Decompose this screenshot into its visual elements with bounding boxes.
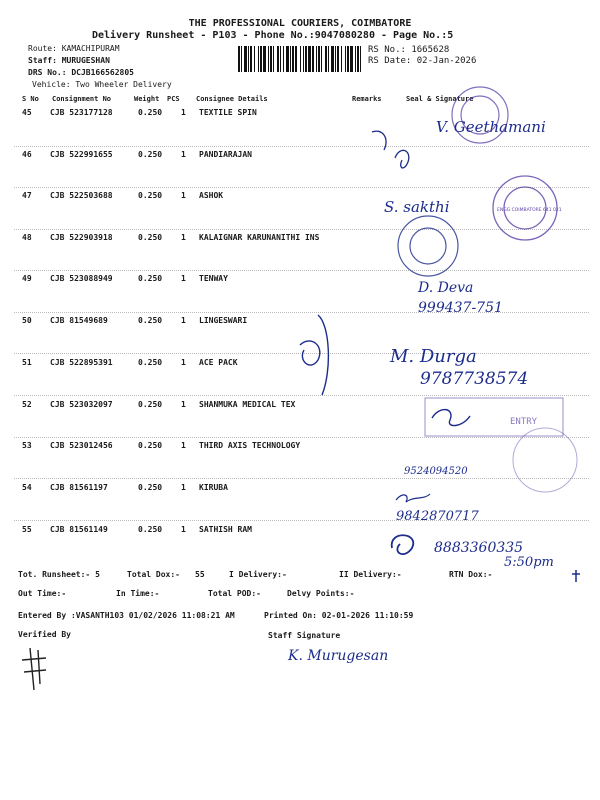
row-consignee: ASHOK (199, 191, 224, 200)
row-weight: 0.250 (138, 358, 163, 367)
row-sno: 48 (22, 233, 32, 242)
row-consignment: CJB 522903918 (50, 233, 113, 242)
barcode-bar (325, 46, 327, 72)
barcode-bar (270, 46, 272, 72)
barcode-bar (258, 46, 259, 72)
table-row (0, 274, 600, 288)
signature-row51: M. Durga (390, 346, 477, 367)
row-consignee: TENWAY (199, 274, 228, 283)
row-divider (14, 353, 589, 354)
table-row (0, 150, 600, 164)
col-consignment: Consignment No (52, 95, 112, 103)
ii-delivery: II Delivery:- (339, 570, 402, 579)
col-remarks: Remarks (352, 95, 382, 103)
barcode-bar (355, 46, 356, 72)
row-consignment: CJB 81561149 (50, 525, 108, 534)
barcode-bar (263, 46, 266, 72)
row-weight: 0.250 (138, 483, 163, 492)
barcode-bar (345, 46, 346, 72)
barcode-bar (273, 46, 274, 72)
row-divider (14, 229, 589, 230)
col-weight: Weight (134, 95, 160, 103)
vehicle: Vehicle: Two Wheeler Delivery (32, 80, 172, 89)
route: Route: KAMACHIPURAM (28, 44, 120, 53)
barcode-bar (244, 46, 247, 72)
barcode-bar (300, 46, 301, 72)
row-consignee: PANDIARAJAN (199, 150, 252, 159)
total-dox-label: Total Dox:- (127, 570, 180, 579)
drs-number: DRS No.: DCJB166562805 (28, 68, 134, 77)
company-title: THE PROFESSIONAL COURIERS, COIMBATORE (188, 18, 412, 29)
row-divider (14, 187, 589, 188)
barcode-bar (337, 46, 339, 72)
delvy-points: Delvy Points:- (287, 589, 355, 598)
barcode-bar (357, 46, 359, 72)
barcode-bar (328, 46, 329, 72)
col-consignee: Consignee Details (196, 95, 268, 103)
row-consignment: CJB 523177128 (50, 108, 113, 117)
row-consignee: KIRUBA (199, 483, 228, 492)
barcode-bar (316, 46, 317, 72)
table-row (0, 108, 600, 122)
phone-row53: 9524094520 (404, 466, 468, 477)
row-weight: 0.250 (138, 316, 163, 325)
barcode-bar (341, 46, 342, 72)
row-pcs: 1 (181, 274, 186, 283)
table-row (0, 400, 600, 414)
row-weight: 0.250 (138, 233, 163, 242)
row-pcs: 1 (181, 358, 186, 367)
row-consignee: KALAIGNAR KARUNANITHI INS (199, 233, 320, 242)
barcode-bar (277, 46, 279, 72)
phone-row54: 9842870717 (396, 509, 479, 524)
row-consignment: CJB 81561197 (50, 483, 108, 492)
row-divider (14, 437, 589, 438)
phone-row55: 8883360335 (434, 540, 524, 556)
barcode-bar (292, 46, 294, 72)
barcode-bar (283, 46, 284, 72)
barcode-bar (290, 46, 291, 72)
stamp-row52-text: ENTRY (510, 417, 538, 427)
row-sno: 46 (22, 150, 32, 159)
signature-row45: V. Geethamani (436, 118, 546, 136)
barcode-bar (305, 46, 307, 72)
barcode-bar (347, 46, 349, 72)
in-time: In Time:- (116, 589, 160, 598)
total-dox-value: 55 (195, 570, 205, 579)
table-row (0, 483, 600, 497)
row-consignment: CJB 522895391 (50, 358, 113, 367)
row-consignment: CJB 523088949 (50, 274, 113, 283)
barcode-bar (318, 46, 320, 72)
staff-signature-label: Staff Signature (268, 631, 341, 640)
row-divider (14, 146, 589, 147)
row-consignment: CJB 522503688 (50, 191, 113, 200)
row-sno: 47 (22, 191, 32, 200)
barcode-bar (254, 46, 255, 72)
row-sno: 50 (22, 316, 32, 325)
row-sno: 52 (22, 400, 32, 409)
barcode-bar (308, 46, 311, 72)
col-sno: S No (22, 95, 39, 103)
barcode-bar (331, 46, 334, 72)
row-pcs: 1 (181, 441, 186, 450)
row-sno: 54 (22, 483, 32, 492)
rtn-dox: RTN Dox:- (449, 570, 493, 579)
row-consignee: ACE PACK (199, 358, 238, 367)
time-row55: 5:50pm (504, 555, 554, 570)
barcode-bar (286, 46, 289, 72)
verified-by-signature (22, 648, 46, 690)
barcode-bar (321, 46, 322, 72)
entered-by: Entered By :VASANTH103 01/02/2026 11:08:21 AM (18, 611, 235, 620)
row-pcs: 1 (181, 233, 186, 242)
printed-on: Printed On: 02-01-2026 11:10:59 (264, 611, 414, 620)
row-consignee: SHANMUKA MEDICAL TEX (199, 400, 296, 409)
row-divider (14, 312, 589, 313)
table-row (0, 233, 600, 247)
staff: Staff: MURUGESHAN (28, 56, 110, 65)
barcode-bar (295, 46, 297, 72)
stamp-row47-text: ENGG COIMBATORE 641 021 (497, 208, 562, 213)
row-consignee: TEXTILE SPIN (199, 108, 257, 117)
row-consignment: CJB 523032097 (50, 400, 113, 409)
table-row (0, 441, 600, 455)
row-consignment: CJB 81549689 (50, 316, 108, 325)
barcode-bar (350, 46, 353, 72)
table-row (0, 358, 600, 372)
barcode-bar (303, 46, 304, 72)
row-weight: 0.250 (138, 150, 163, 159)
row-pcs: 1 (181, 400, 186, 409)
row-sno: 45 (22, 108, 32, 117)
tot-runsheet: Tot. Runsheet:- 5 (18, 570, 100, 579)
phone-row51: 9787738574 (420, 369, 529, 389)
row-weight: 0.250 (138, 191, 163, 200)
row-divider (14, 478, 589, 479)
barcode-bar (238, 46, 240, 72)
barcode (238, 46, 364, 72)
row-divider (14, 520, 589, 521)
row-weight: 0.250 (138, 441, 163, 450)
row-pcs: 1 (181, 316, 186, 325)
barcode-bar (260, 46, 262, 72)
verified-by: Verified By (18, 630, 71, 639)
runsheet-line: Delivery Runsheet - P103 - Phone No.:9047080280 - Page No.:5 (92, 30, 454, 41)
rs-number: RS No.: 1665628 (368, 45, 450, 55)
col-seal-signature: Seal & Signature (406, 95, 474, 103)
rs-date: RS Date: 02-Jan-2026 (368, 56, 477, 66)
row-consignee: LINGESWARI (199, 316, 248, 325)
row-divider (14, 395, 589, 396)
row-pcs: 1 (181, 525, 186, 534)
row-consignee: THIRD AXIS TECHNOLOGY (199, 441, 301, 450)
row-pcs: 1 (181, 191, 186, 200)
row-pcs: 1 (181, 483, 186, 492)
row-pcs: 1 (181, 150, 186, 159)
table-row (0, 525, 600, 539)
row-consignment: CJB 522991655 (50, 150, 113, 159)
barcode-bar (241, 46, 242, 72)
total-pod: Total POD:- (208, 589, 261, 598)
row-sno: 51 (22, 358, 32, 367)
row-consignee: SATHISH RAM (199, 525, 252, 534)
row-consignment: CJB 523012456 (50, 441, 113, 450)
barcode-bar (250, 46, 252, 72)
stamp-row47 (493, 176, 557, 240)
row-sno: 55 (22, 525, 32, 534)
i-delivery: I Delivery:- (229, 570, 287, 579)
out-time: Out Time:- (18, 589, 67, 598)
row-divider (14, 270, 589, 271)
row-weight: 0.250 (138, 400, 163, 409)
col-pcs: PCS (167, 95, 180, 103)
row-weight: 0.250 (138, 274, 163, 283)
barcode-bar (335, 46, 336, 72)
phone-row49: 999437-751 (418, 300, 503, 316)
barcode-bar (280, 46, 281, 72)
table-row (0, 191, 600, 205)
rtn-scribble (572, 570, 580, 582)
table-row (0, 316, 600, 330)
barcode-bar (360, 46, 361, 72)
staff-signature: K. Murugesan (288, 648, 389, 664)
signature-row49: D. Deva (418, 280, 474, 296)
row-weight: 0.250 (138, 525, 163, 534)
barcode-bar (248, 46, 249, 72)
row-sno: 49 (22, 274, 32, 283)
barcode-bar (268, 46, 269, 72)
row-sno: 53 (22, 441, 32, 450)
signature-row47: S. sakthi (384, 198, 450, 216)
row-weight: 0.250 (138, 108, 163, 117)
barcode-bar (312, 46, 314, 72)
row-pcs: 1 (181, 108, 186, 117)
